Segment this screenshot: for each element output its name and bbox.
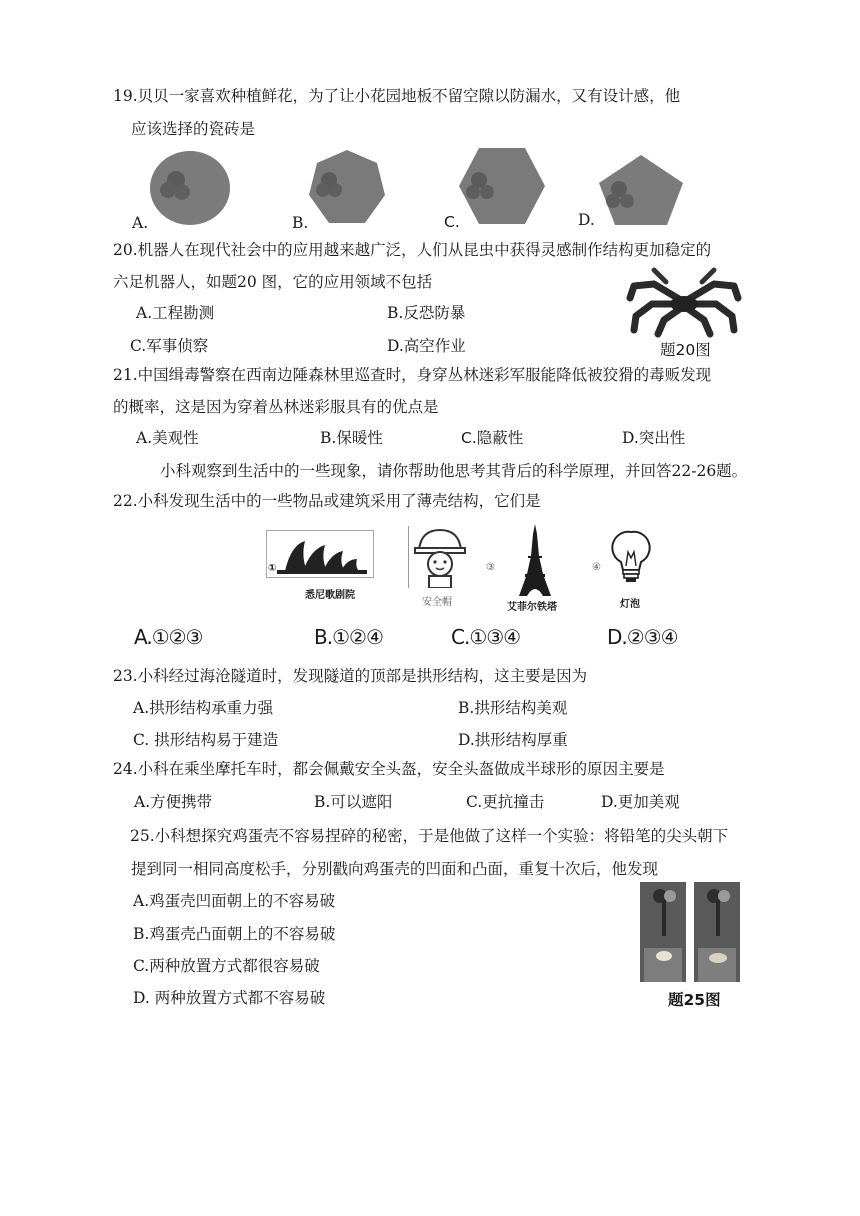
q22-item2-label: 安全帽 <box>422 597 452 608</box>
q23-stem: 23.小科经过海沧隧道时，发现隧道的顶部是拱形结构，这主要是因为 <box>113 667 588 685</box>
section-intro: 小科观察到生活中的一些现象，请你帮助他思考其背后的科学原理，并回答22-26题。 <box>160 462 748 480</box>
q25-photo-left <box>640 882 686 982</box>
q22-item4-num: ④ <box>592 562 601 573</box>
q21-option-c: C.隐蔽性 <box>461 429 524 447</box>
q22-item3-num: ③ <box>486 562 495 573</box>
q22-item1-num: ① <box>268 563 277 574</box>
q25-option-c: C.两种放置方式都很容易破 <box>133 957 320 975</box>
q22-option-c: C.①③④ <box>451 625 521 649</box>
q22-item3-label: 艾菲尔铁塔 <box>507 602 557 613</box>
q19-stem-line2: 应该选择的瓷砖是 <box>131 120 256 138</box>
q25-option-d: D. 两种放置方式都不容易破 <box>133 989 326 1007</box>
q19-option-a: A. <box>132 214 149 232</box>
q19-option-b: B. <box>292 214 309 232</box>
q20-stem-line1: 20.机器人在现代社会中的应用越来越广泛，人们从昆虫中获得灵感制作结构更加稳定的 <box>113 241 712 259</box>
safety-helmet-icon <box>409 526 471 588</box>
q24-option-d: D.更加美观 <box>601 793 680 811</box>
q19-circle-tile <box>148 150 232 226</box>
q20-option-a: A.工程勘测 <box>136 304 215 322</box>
q22-stem: 22.小科发现生活中的一些物品或建筑采用了薄壳结构，它们是 <box>113 492 541 510</box>
sydney-opera-house-icon <box>267 531 373 577</box>
q21-option-d: D.突出性 <box>622 429 686 447</box>
q20-option-d: D.高空作业 <box>387 337 466 355</box>
q22-option-a: A.①②③ <box>134 625 203 649</box>
q19-option-c: C. <box>444 213 460 231</box>
q23-option-b: B.拱形结构美观 <box>458 699 568 717</box>
q23-option-c: C. 拱形结构易于建造 <box>133 731 279 749</box>
q25-photo-right <box>694 882 740 982</box>
q22-option-d: D.②③④ <box>607 625 678 649</box>
q22-item1-frame <box>266 530 374 578</box>
q19-option-d: D. <box>578 211 595 229</box>
q25-stem-line2: 提到同一相同高度松手，分别戳向鸡蛋壳的凹面和凸面，重复十次后，他发现 <box>131 860 659 878</box>
q22-option-b: B.①②④ <box>314 625 383 649</box>
q21-option-b: B.保暖性 <box>320 429 383 447</box>
q25-option-b: B.鸡蛋壳凸面朝上的不容易破 <box>133 925 336 943</box>
q19-stem-line1: 19.贝贝一家喜欢种植鲜花，为了让小花园地板不留空隙以防漏水，又有设计感，他 <box>113 87 681 105</box>
q23-option-a: A.拱形结构承重力强 <box>133 699 274 717</box>
eiffel-tower-icon <box>515 522 555 598</box>
q20-option-b: B.反恐防暴 <box>387 304 466 322</box>
q21-stem-line1: 21.中国缉毒警察在西南边陲森林里巡查时，身穿丛林迷彩军服能降低被狡猾的毒贩发现 <box>113 366 712 384</box>
light-bulb-icon <box>611 530 651 590</box>
q24-stem: 24.小科在乘坐摩托车时，都会佩戴安全头盔，安全头盔做成半球形的原因主要是 <box>113 760 665 778</box>
q25-stem-line1: 25.小科想探究鸡蛋壳不容易捏碎的秘密，于是他做了这样一个实验：将铅笔的尖头朝下 <box>130 827 729 845</box>
q21-stem-line2: 的概率，这是因为穿着丛林迷彩服具有的优点是 <box>113 398 439 416</box>
q25-figure-caption: 题25图 <box>668 991 721 1009</box>
q20-hexapod-robot-figure <box>624 264 744 338</box>
q22-item1-label: 悉尼歌剧院 <box>305 590 355 601</box>
q20-stem-line2: 六足机器人，如题20 图，它的应用领域不包括 <box>113 273 433 291</box>
q19-pentagon-tile <box>597 153 685 227</box>
q19-heptagon-tile <box>307 148 387 228</box>
q20-figure-caption: 题20图 <box>660 341 711 359</box>
q22-item4-label: 灯泡 <box>620 599 640 610</box>
q22-item2-frame <box>408 526 471 588</box>
q23-option-d: D.拱形结构厚重 <box>458 731 568 749</box>
q19-hexagon-tile <box>457 146 547 226</box>
q25-option-a: A.鸡蛋壳凹面朝上的不容易破 <box>133 892 336 910</box>
q24-option-c: C.更抗撞击 <box>466 793 545 811</box>
q24-option-a: A.方便携带 <box>134 793 213 811</box>
q20-option-c: C.军事侦察 <box>130 337 209 355</box>
q21-option-a: A.美观性 <box>136 429 199 447</box>
q24-option-b: B.可以遮阳 <box>314 793 393 811</box>
